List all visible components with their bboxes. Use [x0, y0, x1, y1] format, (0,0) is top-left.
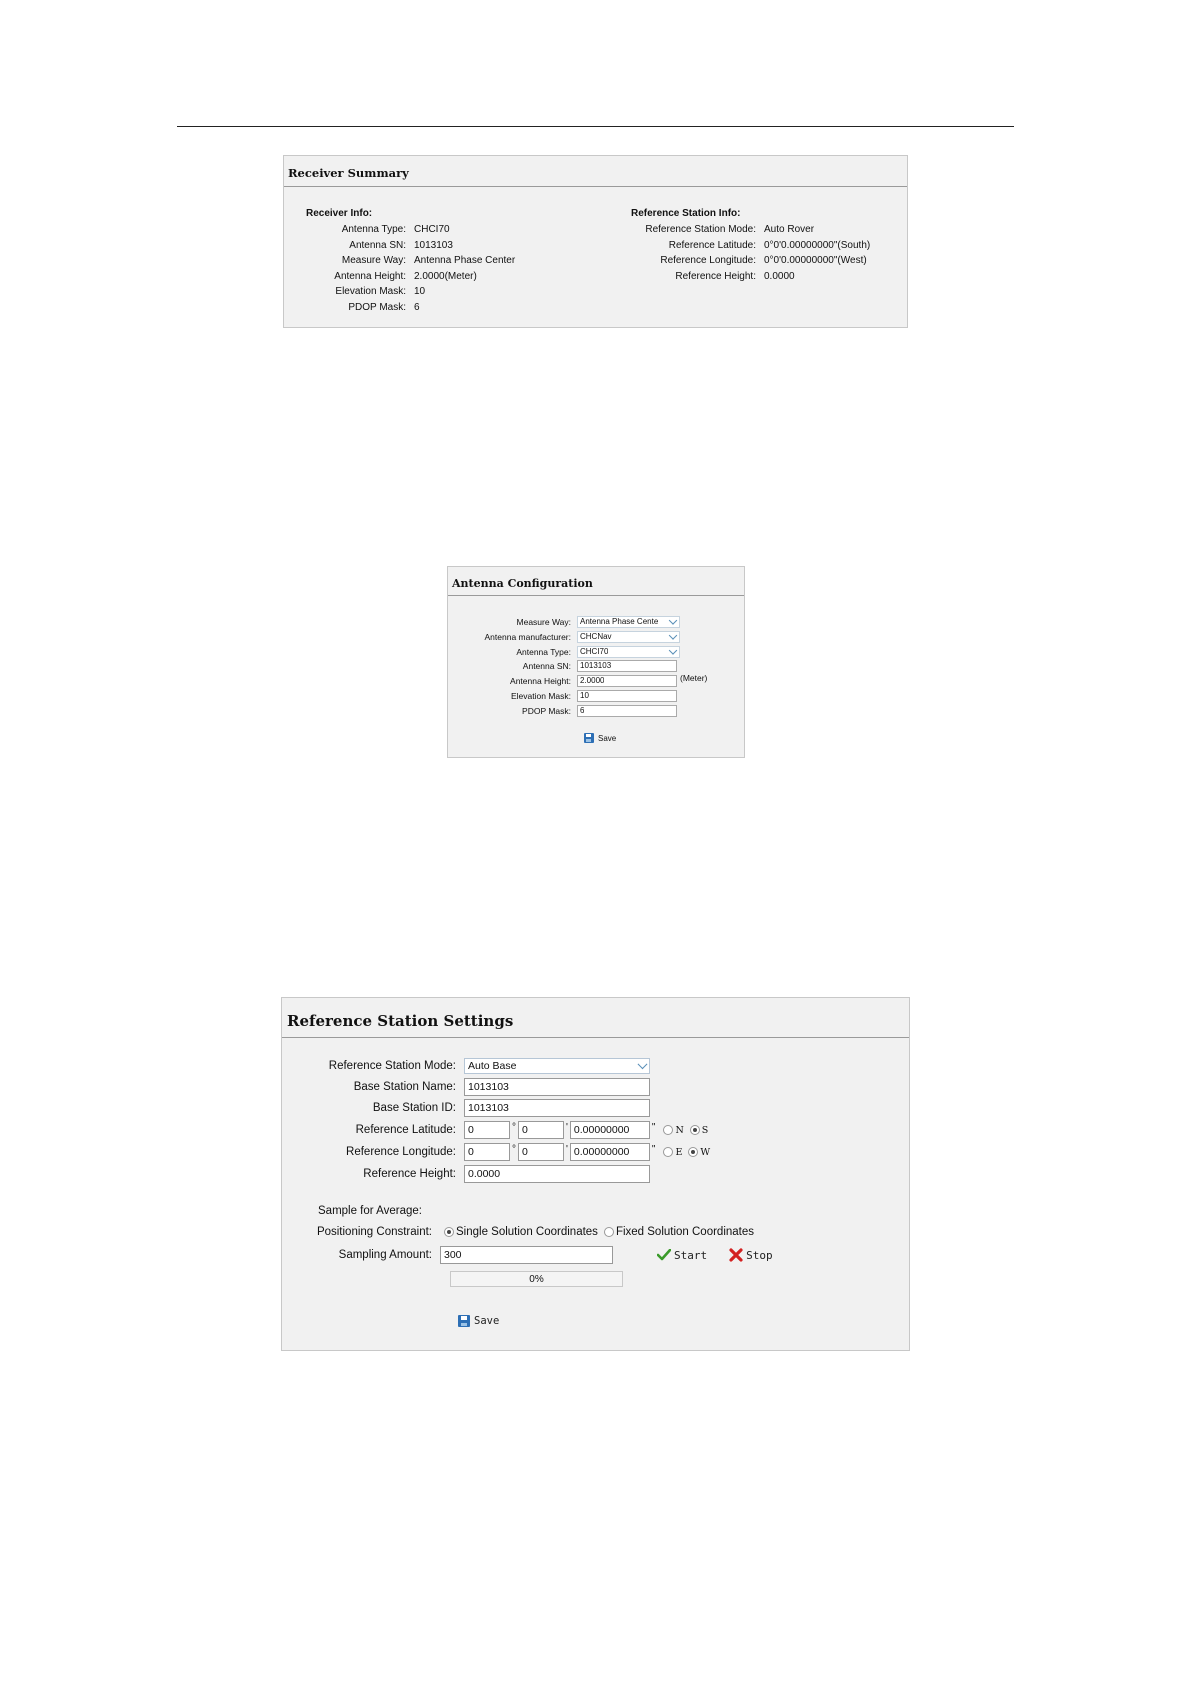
lon-east-label: E: [675, 1146, 683, 1158]
lat-deg-input[interactable]: [464, 1121, 510, 1139]
antenna-field-input[interactable]: [577, 660, 677, 672]
lat-sec-mark: ": [651, 1121, 656, 1133]
base-name-input[interactable]: [464, 1078, 650, 1096]
antenna-config-row: [448, 689, 677, 703]
receiver-info-value: 1013103: [414, 239, 453, 251]
mode-select-value: Auto Base: [468, 1060, 517, 1072]
antenna-config-row: [448, 630, 680, 644]
antenna-field-select[interactable]: [577, 646, 680, 658]
lat-north-radio[interactable]: [663, 1125, 673, 1135]
base-name-value: 1013103: [468, 1081, 509, 1093]
lon-deg-input[interactable]: [464, 1143, 510, 1161]
antenna-field-label: Antenna manufacturer:: [484, 631, 571, 642]
ref-station-info-value: Auto Rover: [764, 224, 815, 235]
start-button[interactable]: [657, 1249, 707, 1262]
ref-save-label: Save: [474, 1315, 500, 1327]
antenna-field-label: Antenna SN:: [522, 661, 571, 672]
chevron-down-icon: [638, 1059, 648, 1069]
antenna-field-value: CHCI70: [580, 646, 609, 656]
receiver-info-label: PDOP Mask:: [348, 301, 406, 313]
antenna-config-panel: [447, 566, 745, 758]
receiver-info-label: Measure Way:: [341, 255, 406, 266]
chevron-down-icon: [669, 646, 677, 654]
antenna-field-value: CHCNav: [580, 631, 612, 641]
lat-min-value: 0: [522, 1124, 528, 1136]
antenna-field-select[interactable]: [577, 631, 680, 643]
antenna-save-label: Save: [598, 733, 617, 743]
ref-station-title: Reference Station Settings: [282, 998, 909, 1038]
ref-station-info-row: [284, 222, 814, 237]
lon-sec-mark: ": [651, 1143, 656, 1155]
fixed-solution-radio[interactable]: [604, 1227, 614, 1237]
ref-station-info-row: [284, 269, 795, 284]
receiver-info-value: 10: [414, 286, 426, 297]
lat-south-radio[interactable]: [690, 1125, 700, 1135]
antenna-field-value: 10: [580, 691, 589, 700]
antenna-config-row: [448, 704, 677, 718]
single-solution-label: Single Solution Coordinates: [456, 1226, 598, 1238]
antenna-field-label: Elevation Mask:: [511, 691, 571, 701]
ref-station-info-label: Reference Height:: [675, 270, 756, 282]
save-icon: [458, 1315, 470, 1327]
ref-station-info-value: 0.0000: [764, 270, 795, 282]
ref-lat-label: Reference Latitude:: [355, 1124, 456, 1136]
constraint-label: Positioning Constraint:: [316, 1226, 432, 1238]
lon-sec-value: 0.00000000: [573, 1146, 630, 1158]
antenna-field-label: Antenna Type:: [516, 646, 571, 657]
antenna-config-row: [448, 615, 680, 629]
sampling-amount-input[interactable]: [440, 1246, 613, 1264]
lon-sec-input[interactable]: [570, 1143, 650, 1161]
base-name-label: Base Station Name:: [353, 1081, 456, 1093]
lat-sec-value: 0.00000000: [573, 1124, 630, 1136]
ref-height-input[interactable]: [464, 1165, 650, 1183]
lon-min-value: 0: [522, 1146, 528, 1158]
ref-station-info-heading: Reference Station Info:: [631, 208, 741, 219]
save-icon: [584, 733, 594, 743]
ref-save-button[interactable]: [458, 1312, 499, 1330]
lon-deg-mark: °: [512, 1143, 516, 1155]
receiver-info-value: CHCI70: [414, 224, 450, 235]
antenna-field-input[interactable]: [577, 690, 677, 702]
stop-x-icon: [729, 1248, 743, 1262]
lon-deg-value: 0: [468, 1146, 474, 1158]
antenna-field-value: Antenna Phase Cente: [580, 617, 659, 626]
lon-west-radio[interactable]: [688, 1147, 698, 1157]
receiver-info-value: Antenna Phase Center: [414, 255, 516, 266]
lat-south-label: S: [701, 1124, 709, 1136]
ref-lon-label: Reference Longitude:: [346, 1146, 456, 1158]
antenna-field-value: 6: [580, 705, 585, 715]
ref-station-info-label: Reference Station Mode:: [645, 224, 756, 235]
lat-deg-value: 0: [468, 1124, 474, 1136]
antenna-field-value: 2.0000: [580, 676, 605, 686]
antenna-field-input[interactable]: [577, 705, 677, 717]
checkmark-icon: [657, 1249, 671, 1261]
sampling-amount-value: 300: [444, 1249, 462, 1261]
lat-sec-input[interactable]: [570, 1121, 650, 1139]
receiver-info-row: [284, 300, 420, 315]
stop-button[interactable]: [729, 1248, 773, 1262]
lat-min-mark: ': [566, 1121, 568, 1133]
receiver-info-label: Elevation Mask:: [335, 286, 406, 297]
lat-north-label: N: [675, 1124, 684, 1136]
lon-east-radio[interactable]: [663, 1147, 673, 1157]
ref-station-info-label: Reference Longitude:: [660, 255, 756, 266]
receiver-info-label: Antenna Height:: [334, 270, 406, 282]
antenna-config-title: Antenna Configuration: [448, 567, 744, 596]
ref-height-value: 0.0000: [468, 1168, 501, 1180]
lon-min-mark: ': [566, 1143, 568, 1155]
mode-select[interactable]: [464, 1058, 650, 1074]
page-top-rule: [177, 126, 1014, 127]
fixed-solution-label: Fixed Solution Coordinates: [615, 1226, 755, 1238]
antenna-height-unit: (Meter): [680, 673, 708, 683]
ref-station-info-label: Reference Latitude:: [668, 239, 756, 251]
receiver-info-heading: Receiver Info:: [306, 208, 373, 219]
receiver-info-label: Antenna SN:: [349, 239, 406, 251]
ref-station-panel: [281, 997, 910, 1351]
sampling-amount-label: Sampling Amount:: [338, 1249, 432, 1261]
receiver-summary-title: Receiver Summary: [284, 156, 907, 187]
ref-station-info-row: [284, 238, 870, 253]
antenna-field-value: 1013103: [580, 661, 612, 671]
antenna-config-row: [448, 659, 677, 673]
mode-label: Reference Station Mode:: [328, 1060, 456, 1072]
lat-deg-mark: °: [512, 1121, 516, 1133]
base-id-input[interactable]: [464, 1099, 650, 1117]
sampling-progress-bar: [450, 1271, 623, 1287]
lat-min-input[interactable]: [518, 1121, 564, 1139]
ref-station-info-row: [284, 253, 867, 268]
stop-label: Stop: [746, 1248, 773, 1262]
antenna-field-label: Measure Way:: [516, 617, 571, 627]
sample-heading: Sample for Average:: [318, 1205, 422, 1217]
chevron-down-icon: [669, 631, 677, 639]
antenna-config-row: [448, 645, 680, 659]
progress-text: 0%: [529, 1273, 544, 1285]
ref-height-label: Reference Height:: [363, 1168, 456, 1180]
lon-west-label: W: [700, 1146, 711, 1158]
start-label: Start: [674, 1248, 708, 1262]
receiver-info-label: Antenna Type:: [341, 224, 406, 235]
receiver-summary-panel: [283, 155, 908, 328]
ref-station-info-value: 0°0'0.00000000"(West): [764, 255, 867, 266]
ref-station-info-value: 0°0'0.00000000"(South): [764, 239, 871, 251]
lon-min-input[interactable]: [518, 1143, 564, 1161]
chevron-down-icon: [669, 616, 677, 624]
single-solution-radio[interactable]: [444, 1227, 454, 1237]
antenna-field-label: PDOP Mask:: [522, 705, 571, 716]
receiver-info-value: 2.0000(Meter): [414, 270, 477, 282]
antenna-field-select[interactable]: [577, 616, 680, 628]
antenna-field-input[interactable]: [577, 675, 677, 687]
receiver-info-value: 6: [414, 301, 420, 313]
base-id-value: 1013103: [468, 1102, 509, 1114]
base-id-label: Base Station ID:: [372, 1102, 456, 1114]
antenna-config-row: [448, 674, 677, 688]
antenna-field-label: Antenna Height:: [510, 676, 571, 687]
receiver-info-row: [284, 284, 425, 299]
antenna-save-button[interactable]: [584, 731, 616, 745]
